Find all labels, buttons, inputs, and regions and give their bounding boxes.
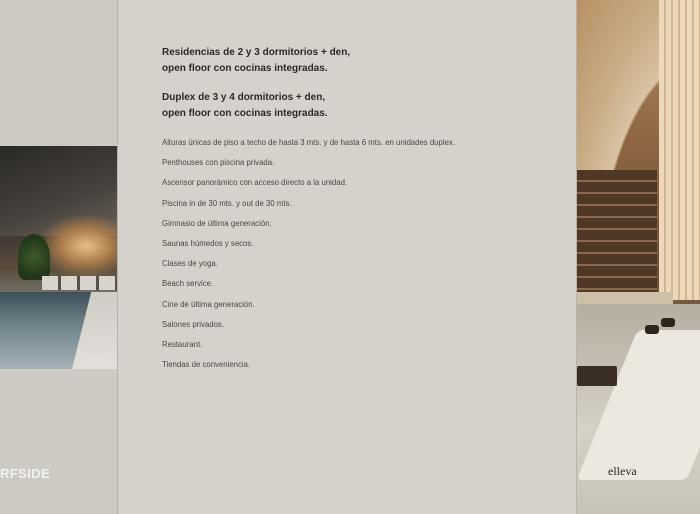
list-item: Beach service. (162, 279, 214, 289)
headline-line: open floor con cocinas integradas. (162, 108, 328, 119)
list-item: Ascensor panorámico con acceso directo a la unidad. (162, 178, 348, 188)
list-item: Penthouses con piscina privada. (162, 158, 275, 168)
brand-logo-right: elleva (608, 464, 637, 478)
slatted-wall (659, 0, 700, 300)
list-item: Piscina in de 30 mts. y out de 30 mts. (162, 198, 292, 208)
stool (661, 318, 675, 327)
list-item: Saunas húmedos y secos. (162, 238, 254, 248)
bench (577, 366, 617, 386)
headline-line: open floor con cocinas integradas. (162, 63, 328, 74)
list-item: Alturas únicas de piso a techo de hasta 3 mts. y de hasta 6 mts. en unidades duplex. (162, 138, 455, 147)
list-item: Clases de yoga. (162, 259, 218, 269)
amenities-list (162, 136, 455, 378)
brand-logo-left: RFSIDE (0, 466, 51, 481)
left-page (0, 0, 117, 514)
list-item: Tiendas de conveniencia. (162, 360, 251, 370)
sun-loungers (42, 276, 117, 290)
stool (645, 325, 659, 334)
list-item: Restaurant. (162, 339, 203, 349)
pool-terrace-photo (0, 146, 117, 369)
headline-residences (162, 45, 562, 77)
list-item: Gimnasio de última generación. (162, 218, 272, 228)
photo-credit: Imagen Ilustrativa (83, 357, 107, 361)
bookshelf (577, 170, 657, 295)
list-item: Cine de última generación. (162, 299, 255, 309)
list-item: Salones privados. (162, 319, 224, 329)
amenities-page (118, 0, 576, 514)
interior-glow (40, 216, 117, 276)
counter (577, 292, 673, 304)
trees (18, 234, 50, 280)
headline-line: Residencias de 2 y 3 dormitorios + den, (162, 47, 351, 58)
headline-line: Duplex de 3 y 4 dormitorios + den, (162, 92, 326, 103)
headline-duplex (162, 90, 562, 122)
lobby-interior-photo (577, 0, 700, 514)
